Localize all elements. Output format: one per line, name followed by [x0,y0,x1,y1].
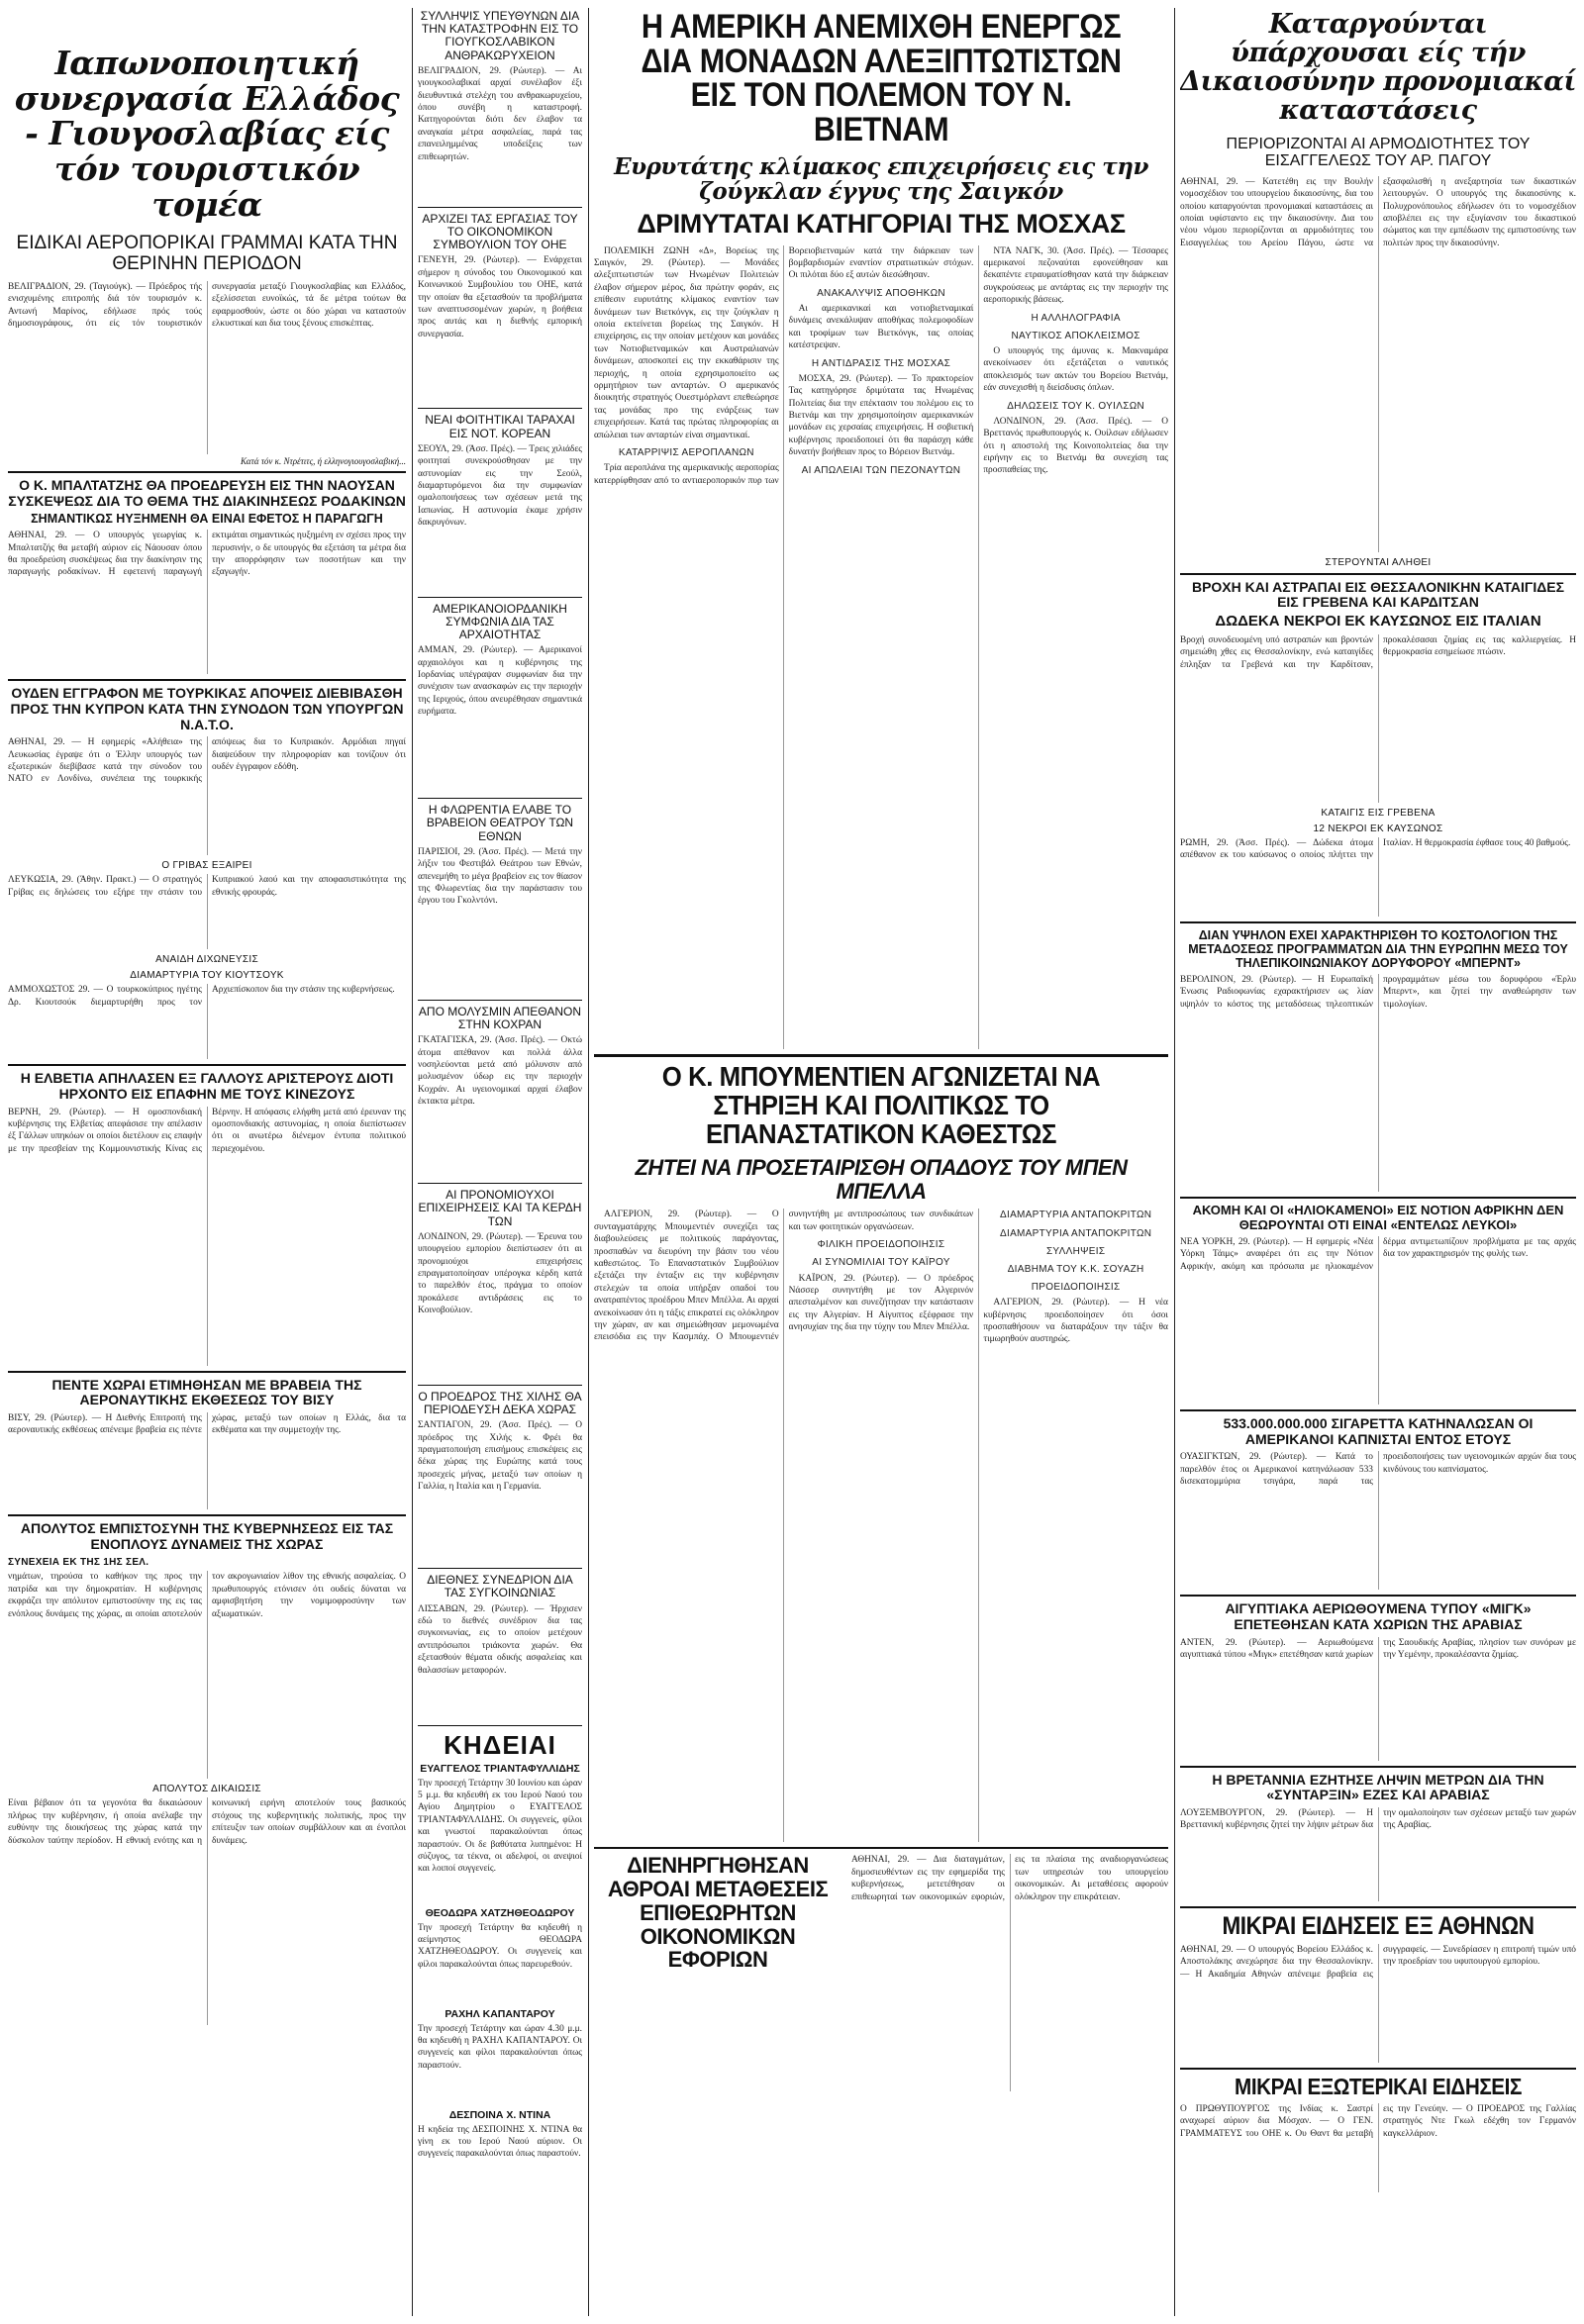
obituary-name: ΡΑΧΗΛ ΚΑΠΑΝΤΑΡΟΥ [445,2007,555,2020]
article-body: ΑΘΗΝΑΙ, 29. — Ο υπουργός γεωργίας κ. Μπαλτατζής θα μεταβή αύριον είς Νάουσαν όπου θα προεδρεύση συσκέψεως δια την διακίνησιν της παραγωγής ροδακίνων. Η εφετεινή παραγωγή εκτιμάται σημαντικώς ηυξημένη εν σχέσει προς την περυσινήν, ο δε υπουργός θα εξετάση τα μέτρα δια την απορρόφησιν των ποσοτήτων και την εξαγωγήν. [8,531,406,578]
section-subhead: Ο ΓΡΙΒΑΣ ΕΞΑΙΡΕΙ [161,860,252,872]
article-body: ΒΕΛΙΓΡΑΔΙΟΝ, 29. (Ρώυτερ). — Αι γιουγκοσλαβικαί αρχαί συνέλαβον έξι διευθυντικά στελέχη του ανθρακωρυχείου, όπου συνέβη η καταστροφή. Κατηγορούνται διότι δεν έλαβον τα αναγκαία μέτρα ασφαλείας, παρά τας επανειλημμένας υποδείξεις των επιθεωρητών. [418,65,582,162]
subheadline: ΠΕΡΙΟΡΙΖΟΝΤΑΙ ΑΙ ΑΡΜΟΔΙΟΤΗΤΕΣ ΤΟΥ ΕΙΣΑΓΓΕΛΕΩΣ ΤΟΥ ΑΡ. ΠΑΓΟΥ [1226,135,1531,170]
divider [418,207,582,208]
headline: ΑΜΕΡΙΚΑΝΟΙΟΡΔΑΝΙΚΗ ΣΥΜΦΩΝΙΑ ΔΙΑ ΤΑΣ ΑΡΧΑΙΟΤΗΤΑΣ [433,601,567,642]
headline: Η ΒΡΕΤΑΝΝΙΑ ΕΖΗΤΗΣΕ ΛΗΨΙΝ ΜΕΤΡΩΝ ΔΙΑ ΤΗΝ «ΣΥΝΤΑΡΞΙΝ» ΕΖΕΣ ΚΑΙ ΑΡΑΒΙΑΣ [1212,1771,1544,1803]
obituary-text: Την προσεχή Τετάρτην 30 Ιουνίου και ώραν 5 μ.μ. θα κηδευθή εκ του Ιερού Ναού του Αγίου Δημητρίου ο ΕΥΑΓΓΕΛΟΣ ΤΡΙΑΝΤΑΦΥΛΛΙΔΗΣ. Οι συγγενείς, φίλοι και γνωστοί παρακαλούνται όπως παραστούν. Οι δε βαθύτατα λυπημένοι: Η σύζυγος, τα τέκνα, οι αδελφοί, οι ανεψιοί και λοιποί συγγενείς. [418,1778,582,1875]
headline: ΑΡΧΙΖΕΙ ΤΑΣ ΕΡΓΑΣΙΑΣ ΤΟΥ ΤΟ ΟΙΚΟΝΟΜΙΚΟΝ ΣΥΜΒΟΥΛΙΟΝ ΤΟΥ ΟΗΕ [422,211,578,252]
section-subhead: ΣΤΕΡΟΥΝΤΑΙ ΑΛΗΘΕΙ [1325,556,1432,568]
obituaries-heading: ΚΗΔΕΙΑΙ [444,1729,556,1760]
article-body: ΑΘΗΝΑΙ, 29. — Κατετέθη εις την Βουλήν νομοσχέδιον του υπουργείου δικαιοσύνης, δια του οποίου καταργούνται προνομιακαί καταστάσεις αι οποίαι υφίσταντο εις την δικαιοσύνην. Δια του νέου νόμου περιορίζονται αι αρμοδιότητες του Εισαγγελέως του Αρείου Πάγου, ώστε να εξασφαλισθή η ανεξαρτησία των δικαστικών λειτουργών. Ο υπουργός της δικαιοσύνης κ. Πολυχρονόπουλος εδήλωσεν ότι το νομοσχέδιον αποβλέπει εις την εξυγίανσιν του δικαστικού σώματος και την εμπέδωσιν της εμπιστοσύνης των πολιτών προς την δικαιοσύνην. [1180,176,1576,248]
article-body: Αι αμερικανικαί και νοτιοβιετναμικαί δυνάμεις ανεκάλυψαν αποθήκας πολεμοφοδίων και τροφίμων των Βιετκόνγκ, τας οποίας κατέστρεψαν. [788,303,974,351]
subheadline: ΣΗΜΑΝΤΙΚΩΣ ΗΥΞΗΜΕΝΗ ΘΑ ΕΙΝΑΙ ΕΦΕΤΟΣ Η ΠΑΡΑΓΩΓΗ [31,512,383,527]
column-rule [588,8,589,2316]
article-body: ΛΟΥΞΕΜΒΟΥΡΓΟΝ, 29. (Ρώυτερ). — Η Βρεττανική κυβέρνησις ζητεί την λήψιν μέτρων δια την ομαλοποίησιν των σχέσεων μεταξύ των χωρών της Αραβίας. [1180,1808,1576,1831]
article-body: ΝΤΑ ΝΑΓΚ, 30. (Άσσ. Πρές). — Τέσσαρες αμερικανοί πεζοναύται εφονεύθησαν και δεκαπέντε ετραυματίσθησαν κατά την διάρκειαν συγκρούσεως με αντάρτας εις την περιοχήν της αεροπορικής βάσεως. [983,245,1168,306]
section-subhead: ΑΝΑΚΑΛΥΨΙΣ ΑΠΟΘΗΚΩΝ [817,287,945,299]
headline: Ιαπωνοποιητική συνεργασία Ελλάδος - Γιουγοσλαβίας είς τόν τουριστικόν τομέα [14,44,400,224]
article-body: νημάτων, τηρούσα το καθήκον της προς την πατρίδα και την δημοκρατίαν. Η κυβέρνησις εκφράζει την απόλυτον εμπιστοσύνην της εις τας ενόπλους δυνάμεις της χώρας, αι οποίαι αποτελούν τον ακρογωνιαίον λίθον της εθνικής ασφαλείας. Ο πρωθυπουργός ετόνισεν ότι ουδείς δύναται να αμφισβητήση την νομιμοφροσύνην των αξιωματικών. [8,1572,406,1619]
section-subhead: ΝΑΥΤΙΚΟΣ ΑΠΟΚΛΕΙΣΜΟΣ [1011,330,1140,341]
obituary-name: ΔΕΣΠΟΙΝΑ Χ. ΝΤΙΝΑ [448,2108,551,2121]
divider [1180,1409,1576,1411]
obituary-name: ΕΥΑΓΓΕΛΟΣ ΤΡΙΑΝΤΑΦΥΛΛΙΔΗΣ [420,1762,580,1775]
section-subhead: ΔΙΑΜΑΡΤΥΡΙΑ ΑΝΤΑΠΟΚΡΙΤΩΝ [1000,1210,1152,1221]
divider [1180,573,1576,575]
headline: Ο ΠΡΟΕΔΡΟΣ ΤΗΣ ΧΙΛΗΣ ΘΑ ΠΕΡΙΟΔΕΥΣΗ ΔΕΚΑ ΧΩΡΑΣ [418,1389,582,1416]
article-body: ΛΕΥΚΩΣΙΑ, 29. (Άθην. Πρακτ.) — Ο στρατηγός Γρίβας εις δηλώσεις του εξήρε την στάσιν του Κυπριακού λαού και την αποφασιστικότητα της εθνικής φρουράς. [8,875,406,898]
divider [418,1183,582,1184]
subheadline: ΔΩΔΕΚΑ ΝΕΚΡΟΙ ΕΚ ΚΑΥΣΩΝΟΣ ΕΙΣ ΙΤΑΛΙΑΝ [1215,613,1541,630]
divider [1180,921,1576,923]
article-body: ΠΟΛΕΜΙΚΗ ΖΩΝΗ «Δ», Βορείως της Σαιγκόν, 29. (Ρώυτερ). — Μονάδες αλεξιπτωτιστών των Ηνωμένων Πολιτειών έλαβον σήμερον μέρος, δια πρώτην φοράν, εις επίθεσιν ευρυτάτης κλίμακος εναντίον των δυνάμεων των Βιετκόνγκ, εις την ζούγκλαν η οποία εκτείνεται βορείως της Σαιγκόν. Η επιχείρησις, εις την οποίαν μετέχουν και μονάδες των Νοτιοβιετναμικών και Αυστραλιανών δυνάμεων, αποσκοπεί εις την εκκαθάρισιν της περιοχής, η οποία εχρησιμοποιείτο ως ορμητήριον των ανταρτών. Ο αμερικανός διοικητής στρατηγός Ουεστμόρλαντ επεθεώρησε τας μονάδας προ της ενάρξεως των επιχειρήσεων. Κατά τας πρώτας πληροφορίας αι απώλειαι των ανταρτών είναι σημαντικαί. [594,245,779,440]
headline: Καταργούνται ύπάρχουσαι είς τήν Δικαιοσύνην προνομιακαί καταστάσεις [1180,9,1576,127]
section-subhead: Η ΑΛΛΗΛΟΓΡΑΦΙΑ [1031,312,1121,324]
column-3 [594,8,1168,2316]
divider [1180,1906,1576,1908]
section-subhead: ΦΙΛΙΚΗ ΠΡΟΕΙΔΟΠΟΙΗΣΙΣ [817,1239,945,1251]
article-body: ΓΕΝΕΥΗ, 29. (Ρώυτερ). — Ενάρχεται σήμερον η σύνοδος του Οικονομικού και Κοινωνικού Συμβουλίου του ΟΗΕ, κατά την οποίαν θα εξετασθούν τα προβλήματα των αναπτυσσομένων χωρών, η βοήθεια προς αυτάς και η διεθνής εμπορική συνεργασία. [418,255,582,339]
article-body: Βροχή συνοδευομένη υπό αστραπών και βροντών σημειώθη χθες εις Θεσσαλονίκην, ενώ καταιγίδες έπληξαν τα Γρεβενά και την Καρδίτσαν, προκαλέσασαι ζημίας εις τας καλλιεργείας. Η θερμοκρασία εσημείωσε πτώσιν. [1180,634,1576,670]
divider [594,1054,1168,1057]
column-4 [1180,8,1576,2316]
divider [418,597,582,598]
divider [8,471,406,473]
article-body: Ο ΠΡΩΘΥΠΟΥΡΓΟΣ της Ινδίας κ. Σαστρί αναχωρεί αύριον δια Μόσχαν. — Ο ΓΕΝ. ΓΡΑΜΜΑΤΕΥΣ του ΟΗΕ κ. Ου Θαντ θα μεταβή εις την Γενεύην. — Ο ΠΡΟΕΔΡΟΣ της Γαλλίας στρατηγός Ντε Γκωλ εδέχθη τον Γερμανόν καγκελλάριον. [1180,2103,1576,2139]
section-subhead: ΔΙΑΜΑΡΤΥΡΙΑ ΑΝΤΑΠΟΚΡΙΤΩΝ [1000,1227,1152,1239]
headline: ΑΙΓΥΠΤΙΑΚΑ ΑΕΡΙΩΘΟΥΜΕΝΑ ΤΥΠΟΥ «ΜΙΓΚ» ΕΠΕΤΕΘΗΣΑΝ ΚΑΤΑ ΧΩΡΙΩΝ ΤΗΣ ΑΡΑΒΙΑΣ [1225,1600,1532,1633]
section-subhead: ΑΝΑΙΔΗ ΔΙΧΩΝΕΥΣΙΣ [155,954,258,966]
article-body: ΛΟΝΔΙΝΟΝ, 29. (Ρώυτερ). — Έρευνα του υπουργείου εμπορίου διεπίστωσεν ότι αι προνομιούχοι επιχειρήσεις επραγματοποίησαν υπέρογκα κέρδη κατά το παρελθόν έτος, πράγμα το οποίον προκάλεσε αντιδράσεις εις το Κοινοβούλιον. [418,1231,582,1316]
section-subhead: ΚΑΤΑΡΡΙΨΙΣ ΑΕΡΟΠΛΑΝΩΝ [618,447,754,458]
headline: Η ΦΛΩΡΕΝΤΙΑ ΕΛΑΒΕ ΤΟ ΒΡΑΒΕΙΟΝ ΘΕΑΤΡΟΥ ΤΩΝ ΕΘΝΩΝ [426,803,574,843]
headline: ΔΙΑΝ ΥΨΗΛΟΝ ΕΧΕΙ ΧΑΡΑΚΤΗΡΙΣΘΗ ΤΟ ΚΟΣΤΟΛΟΓΙΟΝ ΤΗΣ ΜΕΤΑΔΟΣΕΩΣ ΠΡΟΓΡΑΜΜΑΤΩΝ ΔΙΑ ΤΗΝ ΕΥΡΩΠΗΝ ΜΕΣΩ ΤΟΥ ΤΗΛΕΠΙΚΟΙΝΩΝΙΑΚΟΥ ΔΟΡΥΦΟΡΟΥ «ΜΠΕΡΝΤ» [1188,927,1568,970]
article-body: ΑΜΜΑΝ, 29. (Ρώυτερ). — Αμερικανοί αρχαιολόγοι και η κυβέρνησις της Ιορδανίας υπέγραψαν συμφωνίαν δια την συνέχισιν των ανασκαφών εις την περιοχήν της Ιεριχούς, όπου ανευρέθησαν σημαντικά ευρήματα. [418,645,582,718]
headline: ΑΙ ΠΡΟΝΟΜΙΟΥΧΟΙ ΕΠΙΧΕΙΡΗΣΕΙΣ ΚΑΙ ΤΑ ΚΕΡΔΗ ΤΩΝ [418,1188,582,1228]
section-subhead: ΔΗΛΩΣΕΙΣ ΤΟΥ Κ. ΟΥΙΛΣΩΝ [1007,400,1144,412]
article-body: ΑΜΜΟΧΩΣΤΟΣ 29. — Ο τουρκοκύπριος ηγέτης Δρ. Κιουτσούκ διεμαρτυρήθη προς τον Αρχιεπίσκοπον δια την στάσιν της κυβερνήσεως. [8,985,395,1008]
lead-deck: Ευρυτάτης κλίμακος επιχειρήσεις εις την ζούγκλαν έγγυς της Σαιγκόν [614,152,1148,205]
article-body: ΣΕΟΥΛ, 29. (Άσσ. Πρές). — Τρεις χιλιάδες φοιτηταί συνεκρούσθησαν με την αστυνομίαν εις την Σεούλ, διαμαρτυρόμενοι δια την συμφωνίαν ομαλοποιήσεως των σχέσεων μετά της Ιαπωνίας. Η αστυνομία έκαμε χρήσιν δακρυγόνων. [418,443,582,529]
obituary-text: Την προσεχή Τετάρτην και ώραν 4.30 μ.μ. θα κηδευθή η ΡΑΧΗΛ ΚΑΠΑΝΤΑΡΟΥ. Οι συγγενείς και φίλοι παρακαλούνται όπως παραστούν. [418,2023,582,2071]
divider [418,1725,582,1726]
headline: ΑΚΟΜΗ ΚΑΙ ΟΙ «ΗΛΙΟΚΑΜΕΝΟΙ» ΕΙΣ ΝΟΤΙΟΝ ΑΦΡΙΚΗΝ ΔΕΝ ΘΕΩΡΟΥΝΤΑΙ ΟΤΙ ΕΙΝΑΙ «ΕΝΤΕΛΩΣ ΛΕΥΚΟΙ» [1192,1202,1564,1232]
article-body: ΒΕΛΙΓΡΑΔΙΟΝ, 29. (Ταγιούγκ). — Πρόεδρος τής ενισχυμένης επιτροπής διά τόν τουρισμόν κ. Αντωνή Μαρίνος, εδήλωσε πρός τούς δημοσιογράφους, ότι είς τόν τουριστικόν συνεργασία μεταξύ Γιουγκοσλαβίας και Ελλάδος, εξελίσσεται ευνοϊκώς, τά δε μέτρα τούτων θα εφαρμοσθούν, ώστε οι δύο χώραι να καταστούν ελκυστικαί και δια τους ξένους επισκέπτας. [8,281,406,330]
divider [8,1514,406,1516]
article-body: ΑΝΤΕΝ, 29. (Ρώυτερ). — Αεριωθούμενα αιγυπτιακά τύπου «Μιγκ» επετέθησαν κατά χωρίων της Σαουδικής Αραβίας, πλησίον των συνόρων με την Υεμένην, προκαλέσαντα ζημίας. [1180,1637,1576,1661]
divider [8,1371,406,1373]
section-subhead: Η ΑΝΤΙΔΡΑΣΙΣ ΤΗΣ ΜΟΣΧΑΣ [811,357,951,369]
article-body: ΣΑΝΤΙΑΓΟΝ, 29. (Άσσ. Πρές). — Ο πρόεδρος της Χιλής κ. Φρέι θα πραγματοποιήση επισήμους επισκέψεις εις δέκα χώρας της Ευρώπης κατά τους προσεχείς μήνας, μεταξύ των οποίων η Γαλλία, η Ιταλία και η Γερμανία. [418,1420,582,1493]
section-subhead: ΔΙΑΜΑΡΤΥΡΙΑ ΤΟΥ ΚΙΟΥΤΣΟΥΚ [130,970,284,982]
divider [418,798,582,799]
article-body: ΡΩΜΗ, 29. (Άσσ. Πρές). — Δώδεκα άτομα απέθανον εκ του καύσωνος ο οποίος πλήττει την Ιταλίαν. Η θερμοκρασία έφθασε τους 40 βαθμούς. [1180,837,1571,861]
divider [594,1847,1168,1849]
article-body: ΜΟΣΧΑ, 29. (Ρώυτερ). — Το πρακτορείον Τας κατηγόρησε δριμύτατα τας Ηνωμένας Πολιτείας δια την επέκτασιν του πολέμου εις το Βιετνάμ και την χρησιμοποίησιν αμερικανικών μονάδων εις χερσαίας επιχειρήσεις. Η σοβιετική κυβέρνησις προειδοποιεί ότι θα παράσχη κάθε δυνατήν βοήθειαν προς το Βόρειον Βιετνάμ. [788,373,974,458]
headline: ΔΡΙΜΥΤΑΤΑΙ ΚΑΤΗΓΟΡΙΑΙ ΤΗΣ ΜΟΣΧΑΣ [637,209,1126,240]
article-body: ΓΚΑΤΑΓΙΣΚΑ, 29. (Άσσ. Πρές). — Οκτώ άτομα απέθανον και πολλά άλλα νοσηλεύονται μετά από μόλυνσιν από μολυσμένον ύδωρ εις την περιοχήν Κοχράν. Αι υγειονομικαί αρχαί έλαβον έκτακτα μέτρα. [418,1035,582,1108]
article-body: ΒΕΡΟΛΙΝΟΝ, 29. (Ρώυτερ). — Η Ευρωπαϊκή Ένωσις Ραδιοφωνίας εχαρακτήρισεν ως λίαν υψηλόν το κόστος της μεταδόσεως τηλεοπτικών προγραμμάτων μέσω του δορυφόρου «Έρλυ Μπερντ», και ζητεί την αναθεώρησιν των τιμολογίων. [1180,974,1576,1010]
article-body: ΝΕΑ ΥΟΡΚΗ, 29. (Ρώυτερ). — Η εφημερίς «Νέα Υόρκη Τάιμς» αναφέρει ότι εις την Νότιον Αφρικήν, ακόμη και πρόσωπα με ηλιοκαμένον δέρμα αντιμετωπίζουν προβλήματα με τας αρχάς δια τον χαρακτηρισμόν της φυλής των. [1180,1237,1576,1272]
article-body: Τρία αεροπλάνα της αμερικανικής αεροπορίας κατερρίφθησαν από το αντιαεροπορικόν πυρ των Βορειοβιετναμών κατά την διάρκειαν των βομβαρδισμών εναντίον στρατιωτικών στόχων. Οι πιλόται δύο εξ αυτών διεσώθησαν. [594,245,974,486]
section-subhead: 12 ΝΕΚΡΟΙ ΕΚ ΚΑΥΣΩΝΟΣ [1313,823,1443,834]
headline: ΜΙΚΡΑΙ ΕΙΔΗΣΕΙΣ ΕΞ ΑΘΗΝΩΝ [1222,1912,1534,1941]
article-body: ΑΘΗΝΑΙ, 29. — Ο υπουργός Βορείου Ελλάδος κ. Αποστολάκης ανεχώρησε δια την Θεσσαλονίκην. — Η Ακαδημία Αθηνών απένειμε βραβεία εις συγγραφείς. — Συνεδρίασεν η επιτροπή τιμών υπό την προεδρίαν του υφυπουργού εμπορίου. [1180,1945,1576,1980]
headline: ΟΥΔΕΝ ΕΓΓΡΑΦΟΝ ΜΕ ΤΟΥΡΚΙΚΑΣ ΑΠΟΨΕΙΣ ΔΙΕΒΙΒΑΣΘΗ ΠΡΟΣ ΤΗΝ ΚΥΠΡΟΝ ΚΑΤΑ ΤΗΝ ΣΥΝΟΔΟΝ ΤΩΝ ΥΠΟΥΡΓΩΝ Ν.Α.Τ.Ο. [10,685,404,732]
article-body: ΛΟΝΔΙΝΟΝ, 29. (Άσσ. Πρές). — Ο Βρεττανός πρωθυπουργός κ. Ουίλσων εδήλωσεν ότι η αποστολή της Κοινοπολιτείας δια την ειρήνην εις το Βιετνάμ θα συνεχίση τας προσπαθείας της. [983,416,1168,476]
section-subhead: ΣΥΛΛΗΨΕΙΣ [1045,1245,1106,1257]
column-1 [8,8,406,2316]
divider [418,1000,582,1001]
divider [1180,1766,1576,1768]
article-body: Είναι βέβαιον ότι τα γεγονότα θα δικαιώσουν πλήρως την κυβέρνησιν, ή οποία ανέλαβε την ευθύνην της διοικήσεως της χώρας κατά την δύσκολον ταύτην περίοδον. Η εθνική ενότης και η κοινωνική ειρήνη αποτελούν τους βασικούς στόχους της κυβερνητικής πολιτικής, προς την επίτευξιν των οποίων συμβάλλουν και αι ένοπλοι δυνάμεις. [8,1798,406,1846]
deck: ΖΗΤΕΙ ΝΑ ΠΡΟΣΕΤΑΙΡΙΣΘΗ ΟΠΑΔΟΥΣ ΤΟΥ ΜΠΕΝ ΜΠΕΛΛΑ [635,1154,1128,1204]
divider [418,1568,582,1569]
headline: ΑΠΟ ΜΟΛΥΣΜΙΝ ΑΠΕΘΑΝΟΝ ΣΤΗΝ ΚΟΧΡΑΝ [418,1004,582,1031]
subheadline: ΕΙΔΙΚΑΙ ΑΕΡΟΠΟΡΙΚΑΙ ΓΡΑΜΜΑΙ ΚΑΤΑ ΤΗΝ ΘΕΡΙΝΗΝ ΠΕΡΙΟΔΟΝ [16,233,398,275]
headline: Η ΕΛΒΕΤΙΑ ΑΠΗΛΑΣΕΝ ΕΞ ΓΑΛΛΟΥΣ ΑΡΙΣΤΕΡΟΥΣ ΔΙΟΤΙ ΗΡΧΟΝΤΟ ΕΙΣ ΕΠΑΦΗΝ ΜΕ ΤΟΥΣ ΚΙΝΕΖΟΥΣ [20,1070,394,1102]
headline: ΑΠΟΛΥΤΟΣ ΕΜΠΙΣΤΟΣΥΝΗ ΤΗΣ ΚΥΒΕΡΝΗΣΕΩΣ ΕΙΣ ΤΑΣ ΕΝΟΠΛΟΥΣ ΔΥΝΑΜΕΙΣ ΤΗΣ ΧΩΡΑΣ [20,1519,394,1552]
headline: Ο Κ. ΜΠΑΛΤΑΤΖΗΣ ΘΑ ΠΡΟΕΔΡΕΥΣΗ ΕΙΣ ΤΗΝ ΝΑΟΥΣΑΝ ΣΥΣΚΕΨΕΩΣ ΔΙΑ ΤΟ ΘΕΜΑ ΤΗΣ ΔΙΑΚΙΝΗΣΕΩΣ ΡΟΔΑΚΙΝΩΝ [8,476,406,509]
obituary-name: ΘΕΟΔΩΡΑ ΧΑΤΖΗΘΕΟΔΩΡΟΥ [425,1906,575,1919]
article-body: ΠΑΡΙΣΙΟΙ, 29. (Άσσ. Πρές). — Μετά την λήξιν του Φεστιβάλ Θεάτρου των Εθνών, απενεμήθη το μέγα βραβείον εις τον θίασον της Φλωρεντίας δια την παράστασιν του έργου του Γκολντόνι. [418,846,582,907]
divider [418,1385,582,1386]
section-subhead: ΑΙ ΑΠΩΛΕΙΑΙ ΤΩΝ ΠΕΖΟΝΑΥΤΩΝ [801,464,961,476]
section-subhead: ΑΙ ΣΥΝΟΜΙΛΙΑΙ ΤΟΥ ΚΑΪΡΟΥ [812,1257,950,1269]
divider [8,679,406,681]
column-rule [412,8,413,2316]
article-body: ΚΑΪΡΟΝ, 29. (Ρώυτερ). — Ο πρόεδρος Νάσσερ συνηντήθη με τον Αλγερινόν απεσταλμένον και συνεζήτησαν την κατάστασιν εις την Αλγερίαν. Η Αίγυπτος εξέφρασε την ανησυχίαν της δια την τύχην του Μπεν Μπέλλα. [788,1273,974,1333]
headline: Ο Κ. ΜΠΟΥΜΕΝΤΙΕΝ ΑΓΩΝΙΖΕΤΑΙ ΝΑ ΣΤΗΡΙΞΗ ΚΑΙ ΠΟΛΙΤΙΚΩΣ ΤΟ ΕΠΑΝΑΣΤΑΤΙΚΟΝ ΚΑΘΕΣΤΩΣ [661,1060,1101,1149]
section-subhead: ΔΙΑΒΗΜΑ ΤΟΥ Κ.Κ. ΣΟΥΑΖΗ [1007,1263,1144,1275]
divider [1180,1197,1576,1199]
section-subhead: ΠΡΟΕΙΔΟΠΟΙΗΣΙΣ [1031,1282,1121,1294]
headline: ΝΕΑΙ ΦΟΙΤΗΤΙΚΑΙ ΤΑΡΑΧΑΙ ΕΙΣ ΝΟΤ. ΚΟΡΕΑΝ [425,413,575,440]
obituary-text: Την προσεχή Τετάρτην θα κηδευθή η αείμνηστος ΘΕΟΔΩΡΑ ΧΑΤΖΗΘΕΟΔΩΡΟΥ. Οι συγγενείς και φίλοι παρακαλούνται όπως παρευρεθούν. [418,1922,582,1970]
continuation-note: ΣΥΝΕΧΕΙΑ ΕΚ ΤΗΣ 1ΗΣ ΣΕΛ. [8,1557,149,1569]
algeria-article [594,1209,1168,1842]
article-body: ΒΕΡΝΗ, 29. (Ρώυτερ). — Η ομοσπονδιακή κυβέρνησις της Ελβετίας απεφάσισε την απέλασιν έξ Γάλλων υπηκόων οι οποίοι διετέλουν εις επαφήν με την πρεσβείαν της Κομμουνιστικής Κίνας εις Βέρνην. Η απόφασις ελήφθη μετά από έρευναν της ομοσπονδιακής αστυνομίας, η οποία διεπίστωσεν ότι οι ανωτέρω διένεμον έντυπα πολιτικού περιεχομένου. [8,1107,406,1154]
article-body: ΛΙΣΣΑΒΩΝ, 29. (Ρώυτερ). — Ήρχισεν εδώ το διεθνές συνέδριον δια τας συγκοινωνίας, εις το οποίον μετέχουν αντιπρόσωποι τριάκοντα χωρών. Θα εξετασθούν θέματα οδικής ασφαλείας και θαλασσίων μεταφορών. [418,1603,582,1676]
headline: ΠΕΝΤΕ ΧΩΡΑΙ ΕΤΙΜΗΘΗΣΑΝ ΜΕ ΒΡΑΒΕΙΑ ΤΗΣ ΑΕΡΟΝΑΥΤΙΚΗΣ ΕΚΘΕΣΕΩΣ ΤΟΥ ΒΙΣΥ [51,1376,362,1408]
newspaper-page [8,8,1576,2316]
section-subhead: ΑΠΟΛΥΤΟΣ ΔΙΚΑΙΩΣΙΣ [152,1784,261,1795]
headline: ΔΙΕΝΗΡΓΗΘΗΣΑΝ ΑΘΡΟΑΙ ΜΕΤΑΘΕΣΕΙΣ ΕΠΙΘΕΩΡΗΤΩΝ ΟΙΚΟΝΟΜΙΚΩΝ ΕΦΟΡΙΩΝ [607,1853,829,1973]
divider [418,408,582,409]
article-body: ΑΛΓΕΡΙΟΝ, 29. (Ρώυτερ). — Η νέα κυβέρνησις προειδοποίησεν ότι όσοι προσπαθήσουν να διαταράξουν την τάξιν θα τιμωρηθούν αυστηρώς. [983,1298,1168,1345]
lead-article [594,245,1168,1049]
headline: 533.000.000.000 ΣΙΓΑΡΕΤΤΑ ΚΑΤΗΝΑΛΩΣΑΝ ΟΙ ΑΜΕΡΙΚΑΝΟΙ ΚΑΠΝΙΣΤΑΙ ΕΝΤΟΣ ΕΤΟΥΣ [1223,1415,1534,1447]
lead-headline: Η ΑΜΕΡΙΚΗ ΑΝΕΜΙΧΘΗ ΕΝΕΡΓΩΣ ΔΙΑ ΜΟΝΑΔΩΝ ΑΛΕΞΙΠΤΩΤΙΣΤΩΝ ΕΙΣ ΤΟΝ ΠΟΛΕΜΟΝ ΤΟΥ Ν. ΒΙΕΤΝΑΜ [641,8,1122,149]
article-byline: Κατά τόν κ. Ντρέτιτς, ή ελληνογιουγοσλαβική... [241,455,406,466]
obituary-text: Η κηδεία της ΔΕΣΠΟΙΝΗΣ Χ. ΝΤΙΝΑ θα γίνη εκ του Ιερού Ναού αύριον. Οι συγγενείς παρακαλούνται όπως παραστούν. [418,2124,582,2160]
headline: ΣΥΛΛΗΨΙΣ ΥΠΕΥΘΥΝΩΝ ΔΙΑ ΤΗΝ ΚΑΤΑΣΤΡΟΦΗΝ ΕΙΣ ΤΟ ΓΙΟΥΓΚΟΣΛΑΒΙΚΟΝ ΑΝΘΡΑΚΩΡΥΧΕΙΟΝ [420,9,580,62]
divider [1180,1595,1576,1597]
article-body: ΑΛΓΕΡΙΟΝ, 29. (Ρώυτερ). — Ο συνταγματάρχης Μπουμεντιέν συνεχίζει τας διαβουλεύσεις με πολιτικούς παράγοντας, προσπαθών να διευρύνη την βάσιν του νέου καθεστώτος. Το Επαναστατικόν Συμβούλιον εξετάζει την ένταξιν εις την κυβέρνησιν στελεχών τα οποία υπήρξαν οπαδοί του ανατραπέντος προέδρου Μπεν Μπέλλα. Αι αρχαί ανεκοίνωσαν ότι η τάξις επικρατεί εις ολόκληρον την χώραν, αν και σημειώθησαν μεμονωμένα επεισόδια εις την Κασμπάχ. Ο Μπουμεντιέν συνηντήθη με αντιπροσώπους των συνδικάτων και των φοιτητικών οργανώσεων. [594,1210,974,1343]
column-2 [418,8,582,2316]
divider [1180,2068,1576,2070]
column-rule [1174,8,1175,2316]
headline: ΜΙΚΡΑΙ ΕΞΩΤΕΡΙΚΑΙ ΕΙΔΗΣΕΙΣ [1235,2074,1522,2100]
divider [8,1064,406,1066]
article-body: ΑΘΗΝΑΙ, 29. — Η εφημερίς «Αλήθεια» της Λευκωσίας έγραψε ότι ο Έλλην υπουργός των εξωτερικών διεβίβασε κατά την σύνοδον του ΝΑΤΟ εν Λονδίνω, συνέπεια της τουρκικής απόψεως δια το Κυπριακόν. Αρμόδιαι πηγαί διαψεύδουν την πληροφορίαν και τονίζουν ότι ουδέν έγγραφον εδόθη. [8,737,406,785]
article-body: ΒΙΣΥ, 29. (Ρώυτερ). — Η Διεθνής Επιτροπή της αεροναυτικής εκθέσεως απένειμε βραβεία εις πέντε χώρας, μεταξύ των οποίων η Ελλάς, δια τα εκθέματα και την συμμετοχήν της. [8,1412,406,1436]
article-body: ΟΥΑΣΙΓΚΤΩΝ, 29. (Ρώυτερ). — Κατά το παρελθόν έτος οι Αμερικανοί κατηνάλωσαν 533 δισεκατομμύρια τσιγάρα, παρά τας προειδοποιήσεις των υγειονομικών αρχών δια τους κινδύνους του καπνίσματος. [1180,1452,1576,1488]
article-body: ΑΘΗΝΑΙ, 29. — Δια διαταγμάτων, δημοσιευθέντων εις την εφημερίδα της κυβερνήσεως, μετετέθησαν οι επιθεωρηταί των οικονομικών εφοριών, εις τα πλαίσια της αναδιοργανώσεως των υπηρεσιών του υπουργείου οικονομικών. Αι μεταθέσεις αφορούν ολόκληρον την επικράτειαν. [851,1855,1168,1902]
headline: ΒΡΟΧΗ ΚΑΙ ΑΣΤΡΑΠΑΙ ΕΙΣ ΘΕΣΣΑΛΟΝΙΚΗΝ ΚΑΤΑΙΓΙΔΕΣ ΕΙΣ ΓΡΕΒΕΝΑ ΚΑΙ ΚΑΡΔΙΤΣΑΝ [1191,578,1565,611]
article-body: Ο υπουργός της άμυνας κ. Μακναμάρα ανεκοίνωσεν ότι εξετάζεται ο ναυτικός αποκλεισμός των ακτών του Βορείου Βιετνάμ, εάν συνεχισθή η διείσδυσις όπλων. [983,345,1168,394]
section-subhead: ΚΑΤΑΙΓΙΣ ΕΙΣ ΓΡΕΒΕΝΑ [1321,807,1436,819]
headline: ΔΙΕΘΝΕΣ ΣΥΝΕΔΡΙΟΝ ΔΙΑ ΤΑΣ ΣΥΓΚΟΙΝΩΝΙΑΣ [427,1573,573,1600]
bottom-row [594,1854,1168,2091]
